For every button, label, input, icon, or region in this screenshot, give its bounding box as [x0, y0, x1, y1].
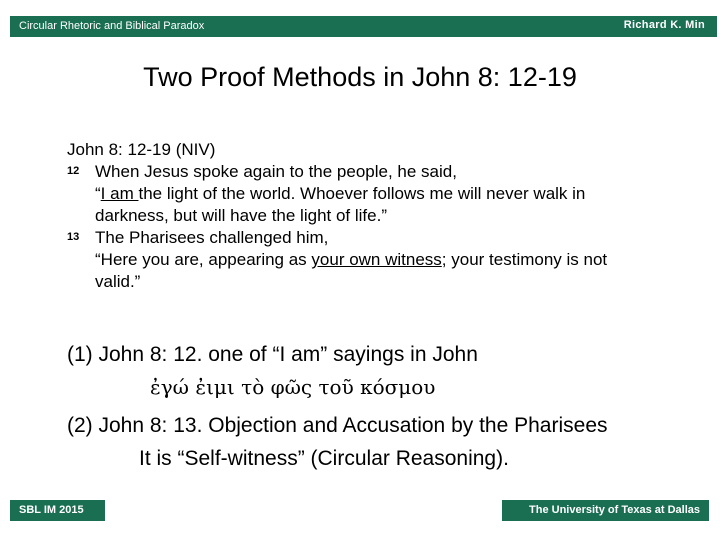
- point-2: (2) John 8: 13. Objection and Accusation by the Pharisees: [67, 414, 608, 437]
- verse-13-line-3: valid.”: [95, 272, 141, 291]
- point-1-greek: ἐγώ ἐιμι τὸ φῶς τοῦ κόσμου: [150, 375, 436, 399]
- verse-12-line-3: darkness, but will have the light of life.”: [95, 206, 387, 225]
- verse-13-line-2: [95, 249, 607, 271]
- verse-12-line-2: [95, 183, 585, 205]
- passage-heading: John 8: 12-19 (NIV): [67, 140, 216, 159]
- slide-title: Two Proof Methods in John 8: 12-19: [143, 62, 577, 92]
- header-bar: [10, 16, 717, 37]
- point-2-sub: It is “Self-witness” (Circular Reasoning).: [139, 447, 509, 470]
- verse-13-line-1: The Pharisees challenged him,: [95, 228, 329, 247]
- verse-13-own-witness: your own witness: [311, 250, 442, 269]
- verse-12-line-2-rest: the light of the world. Whoever follows me will never walk in: [138, 184, 586, 203]
- footer-left-bar: SBL IM 2015: [10, 500, 105, 521]
- header-left-text: Circular Rhetoric and Biblical Paradox: [19, 20, 205, 32]
- header-right-text: Richard K. Min: [623, 19, 705, 31]
- verse-13-line-2-rest: ; your testimony is not: [441, 250, 608, 269]
- verse-12-i-am: I am: [100, 184, 139, 203]
- verse-number-12: 12: [67, 165, 80, 177]
- point-1: (1) John 8: 12. one of “I am” sayings in John: [67, 343, 478, 366]
- verse-number-13: 13: [67, 231, 80, 243]
- verse-12-line-1: When Jesus spoke again to the people, he said,: [95, 162, 457, 181]
- footer-right-bar: The University of Texas at Dallas: [502, 500, 709, 521]
- verse-13-line-2-pre: “Here you are, appearing as: [95, 250, 312, 269]
- verse-12-open-quote: “: [95, 184, 101, 203]
